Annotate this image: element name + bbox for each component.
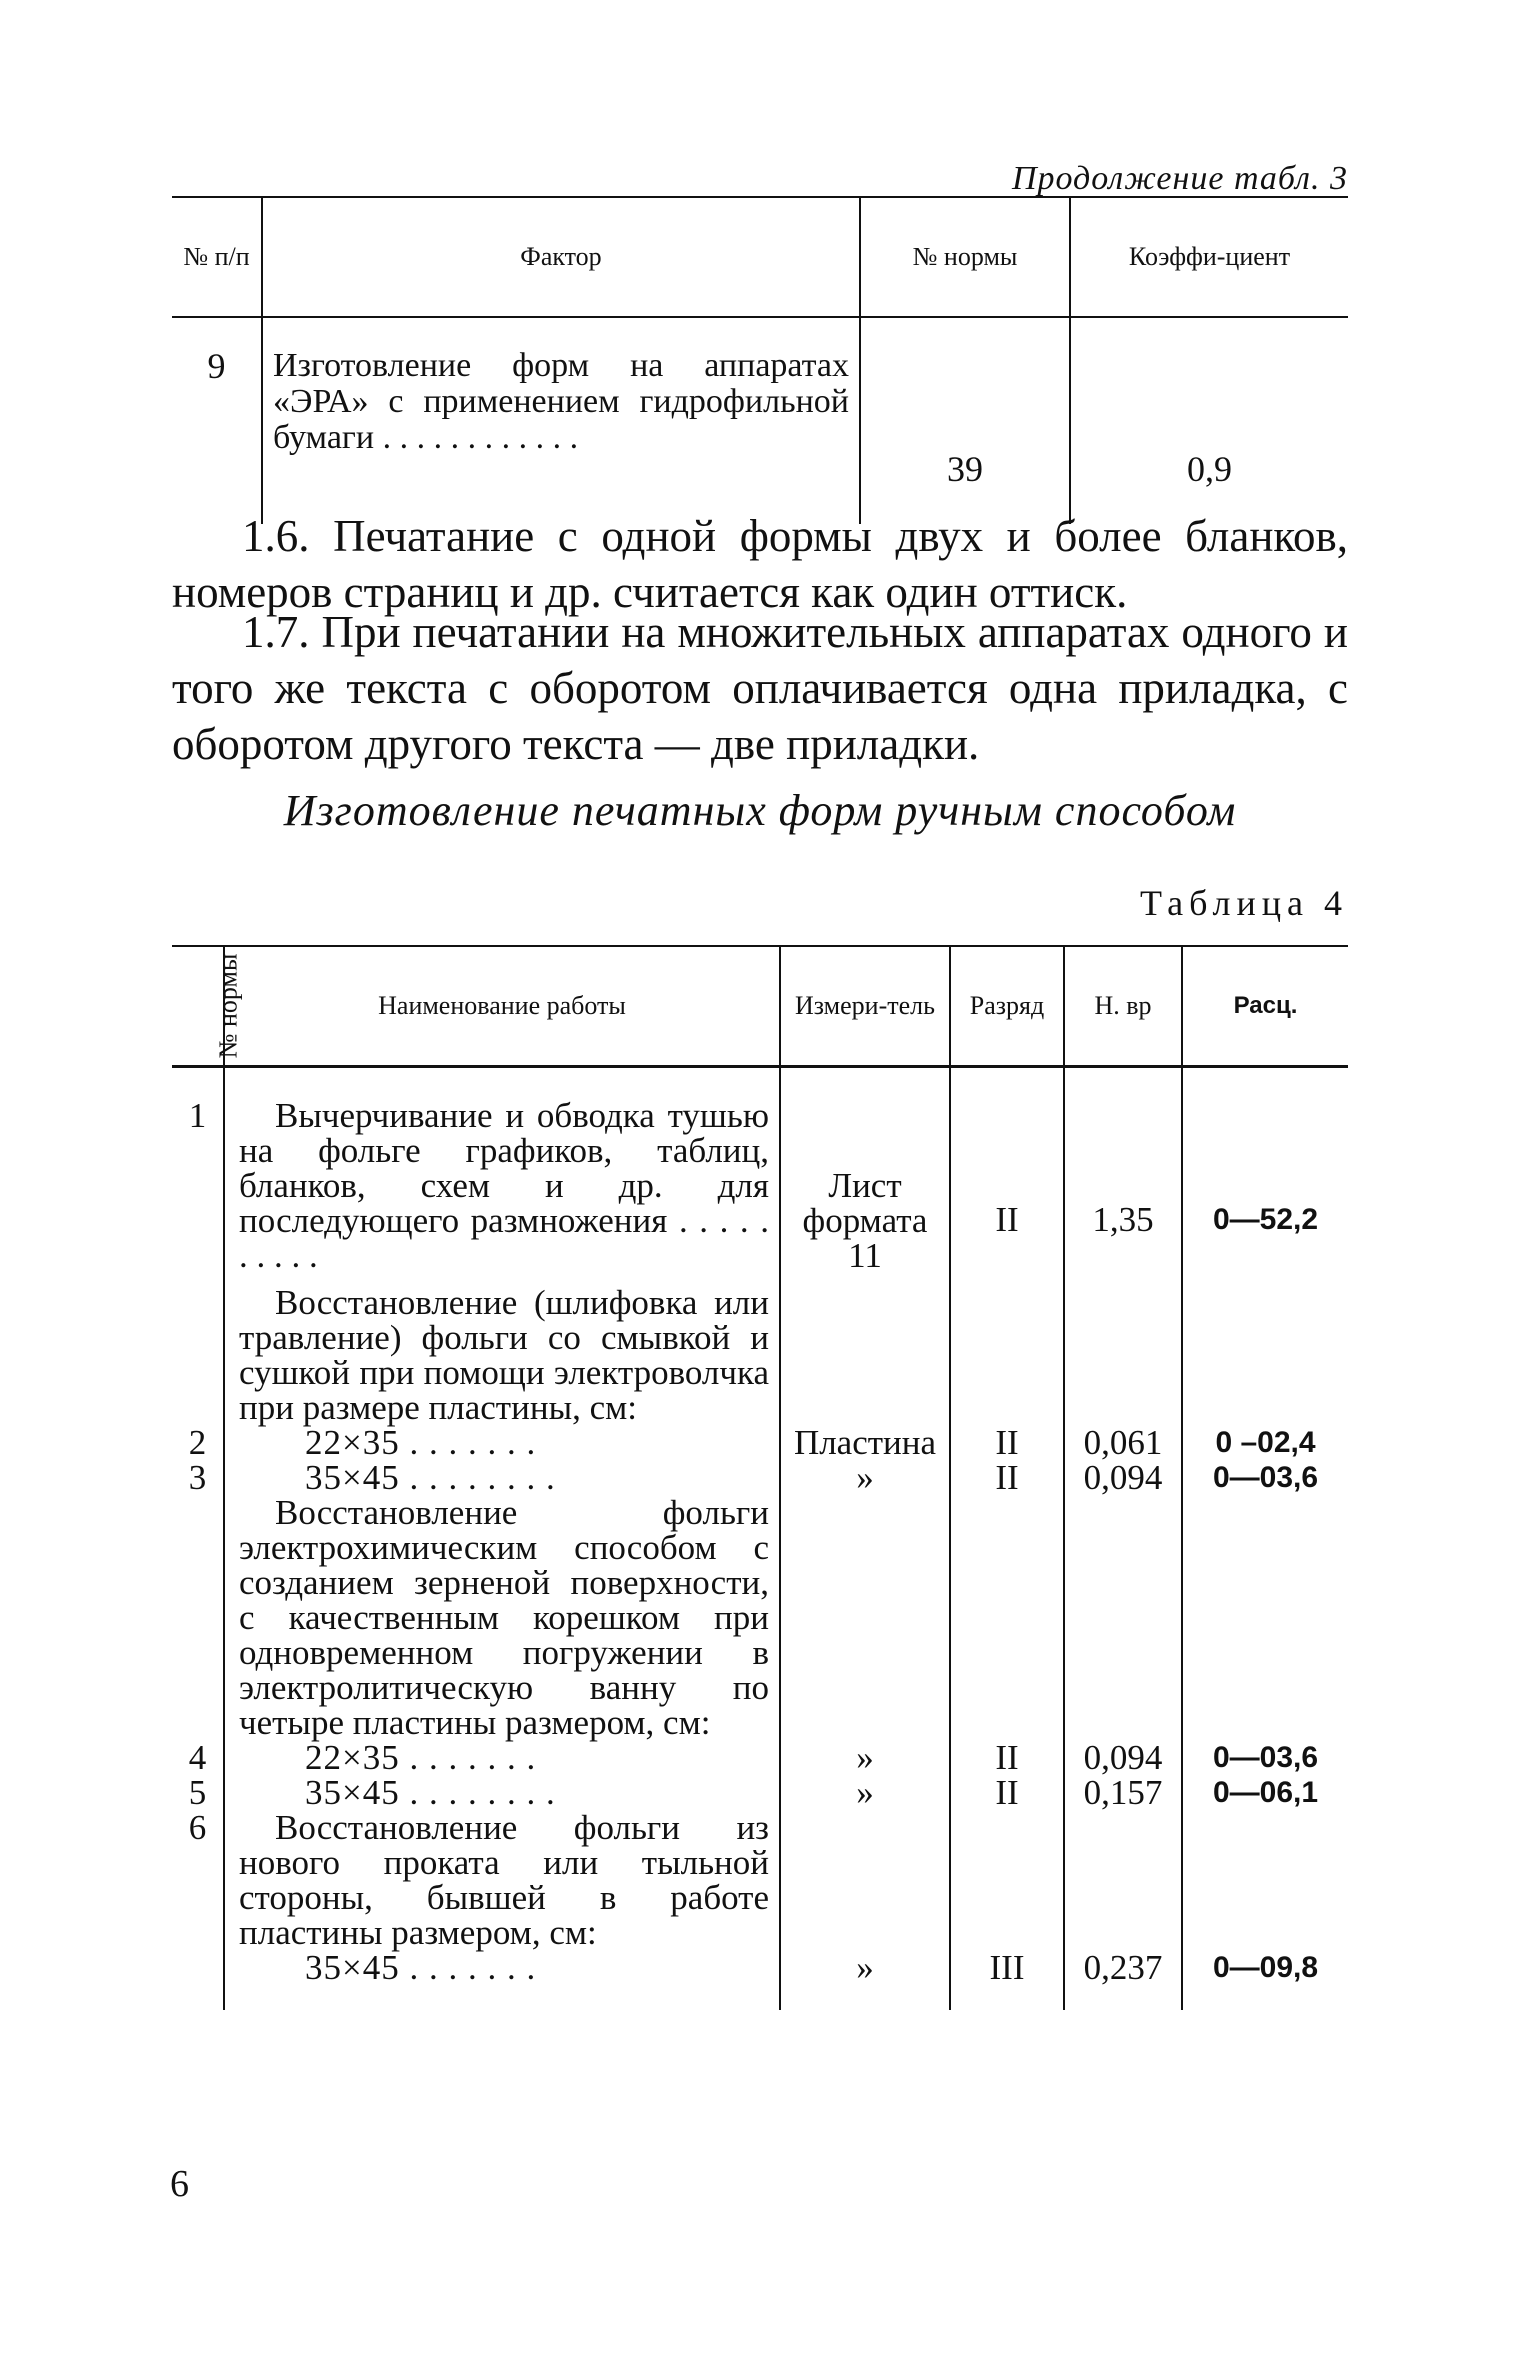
- row-5-num: 5: [188, 1773, 207, 1812]
- table-row: [172, 317, 1348, 524]
- table-row: [172, 1460, 1348, 1495]
- row-4-hours: 0,094: [1064, 1740, 1182, 1775]
- row-5-hours: 0,157: [1064, 1775, 1182, 1810]
- table-3-cell-norm: 39: [860, 317, 1070, 524]
- table-4-header-num-text: № нормы: [213, 953, 243, 1059]
- row-1-num: 1: [188, 1096, 207, 1135]
- section-title: Изготовление печатных форм ручным способом: [283, 786, 1237, 835]
- row-2-size: 22×35 . . . . . . .: [224, 1425, 780, 1460]
- row-4-grade: II: [950, 1740, 1064, 1775]
- table-4-header-num: [172, 946, 243, 1067]
- table-4-header-row: [172, 946, 1348, 1067]
- group-3-title: Восстановление фольги электрохимическим способом с созданием зерненой поверхности, с качественным корешком при одновременном погружении в электролитическую ванну по четыре пластины размером, см:: [224, 1495, 780, 1740]
- row-2-grade: II: [950, 1425, 1064, 1460]
- row-1-calc: 0—52,2: [1182, 1098, 1348, 1273]
- page-number: 6: [170, 2163, 189, 2205]
- paragraph-1-7: [172, 604, 1348, 772]
- table-row: [172, 1495, 1348, 1740]
- row-5-calc: 0—06,1: [1182, 1775, 1348, 1810]
- table-row: [172, 1273, 1348, 1425]
- table-3-header-norm: № нормы: [860, 197, 1070, 317]
- table-row: [172, 1775, 1348, 1810]
- row-3-grade: II: [950, 1460, 1064, 1495]
- table-4-header-unit: Измери-тель: [780, 946, 950, 1067]
- table-4-header-calc: Расц.: [1182, 946, 1348, 1067]
- table-row: [172, 1810, 1348, 1950]
- row-1-unit: Лист формата 11: [780, 1098, 950, 1273]
- row-2-unit: Пластина: [780, 1425, 950, 1460]
- row-3-size: 35×45 . . . . . . . .: [224, 1460, 780, 1495]
- row-4-unit: »: [780, 1740, 950, 1775]
- row-6-hours: 0,237: [1064, 1950, 1182, 2010]
- row-3-hours: 0,094: [1064, 1460, 1182, 1495]
- row-2-calc: 0 –02,4: [1182, 1425, 1348, 1460]
- paragraph-1-6-text: 1.6. Печатание с одной формы двух и более бланков, номеров страниц и др. считается как один оттиск.: [172, 511, 1348, 617]
- row-6-grade: III: [950, 1950, 1064, 2010]
- row-3-unit: »: [780, 1460, 950, 1495]
- row-6-title: Восстановление фольги из нового проката или тыльной стороны, бывшей в работе пластины размером, см:: [224, 1810, 780, 1950]
- row-1-name: Вычерчивание и обводка тушью на фольге графиков, таблиц, бланков, схем и др. для последующего размножения . . . . . . . . . .: [224, 1098, 780, 1273]
- row-6-unit: »: [780, 1950, 950, 2010]
- table-3-cell-factor: Изготовление форм на аппаратах «ЭРА» с применением гидрофильной бумаги . . . . . . . . . . . .: [262, 317, 860, 524]
- table-row: [172, 1950, 1348, 2010]
- table-3-header-num: № п/п: [172, 197, 262, 317]
- table-3-header-coef: Коэффи-циент: [1070, 197, 1348, 317]
- group-2-title: Восстановление (шлифовка или травление) фольги со смывкой и сушкой при помощи электроволчка при размере пластины, см:: [224, 1273, 780, 1425]
- table-continuation-caption: Продолжение табл. 3: [1011, 160, 1348, 197]
- table-4-header-hours: Н. вр: [1064, 946, 1182, 1067]
- table-3-continuation: [172, 196, 1348, 524]
- row-5-size: 35×45 . . . . . . . .: [224, 1775, 780, 1810]
- table-3-header-factor: Фактор: [262, 197, 860, 317]
- table-4-header-name: Наименование работы: [224, 946, 780, 1067]
- table-4: [172, 945, 1348, 2010]
- table-4-label: Таблица 4: [1140, 883, 1348, 923]
- row-5-unit: »: [780, 1775, 950, 1810]
- row-5-grade: II: [950, 1775, 1064, 1810]
- row-3-num: 3: [188, 1458, 207, 1497]
- table-gap-row: [172, 1067, 1348, 1099]
- table-row: [172, 1098, 1348, 1273]
- row-4-size: 22×35 . . . . . . .: [224, 1740, 780, 1775]
- row-6-calc: 0—09,8: [1182, 1950, 1348, 2010]
- table-3-header-row: [172, 197, 1348, 317]
- row-4-num: 4: [188, 1738, 207, 1777]
- table-row: [172, 1740, 1348, 1775]
- row-6-num: 6: [188, 1808, 207, 1847]
- row-1-grade: II: [950, 1098, 1064, 1273]
- row-2-hours: 0,061: [1064, 1425, 1182, 1460]
- row-4-calc: 0—03,6: [1182, 1740, 1348, 1775]
- paragraph-1-7-text: 1.7. При печатании на множительных аппаратах одного и того же текста с оборотом оплачивается одна приладка, с оборотом другого текста — две приладки.: [172, 607, 1348, 769]
- row-3-calc: 0—03,6: [1182, 1460, 1348, 1495]
- row-6-size: 35×45 . . . . . . .: [224, 1950, 780, 2010]
- table-3-cell-num: 9: [207, 346, 226, 386]
- table-4-header-grade: Разряд: [950, 946, 1064, 1067]
- row-2-num: 2: [188, 1423, 207, 1462]
- row-1-hours: 1,35: [1064, 1098, 1182, 1273]
- table-row: [172, 1425, 1348, 1460]
- table-3-cell-coef: 0,9: [1070, 317, 1348, 524]
